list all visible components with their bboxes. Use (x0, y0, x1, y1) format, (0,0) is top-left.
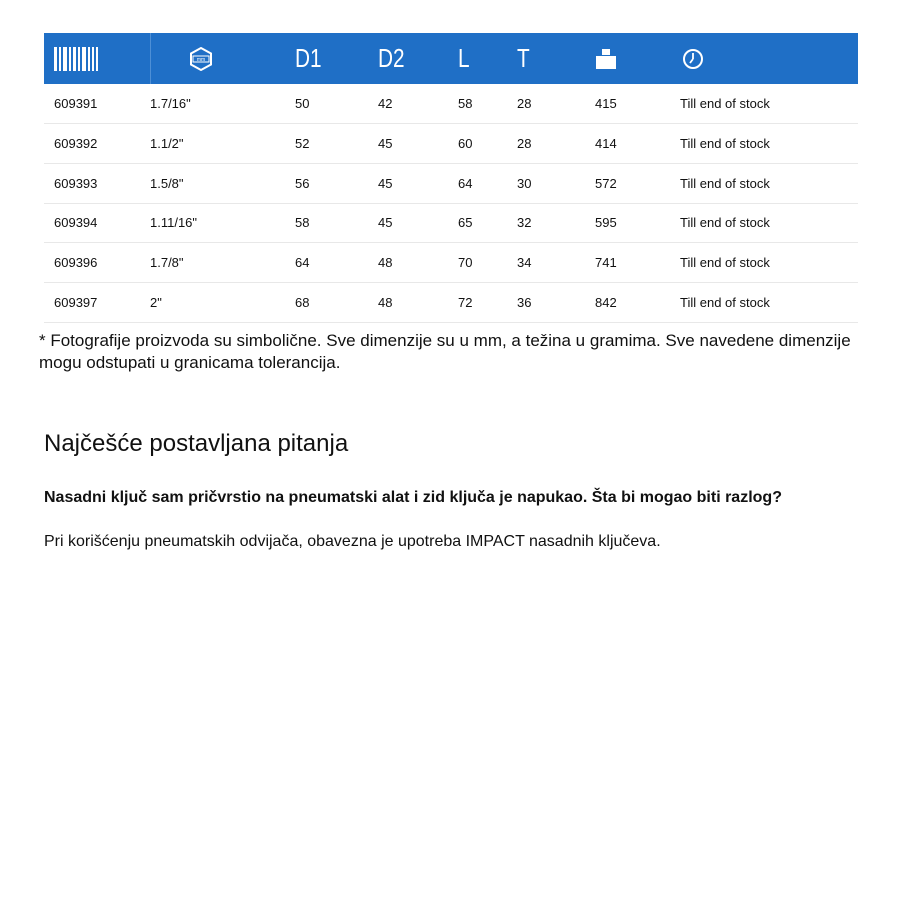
cell-t: 36 (517, 294, 532, 310)
cell-weight: 595 (595, 215, 617, 231)
cell-d1: 50 (295, 96, 310, 112)
table-row (44, 163, 858, 203)
cell-d2: 45 (378, 136, 393, 152)
cell-l: 70 (458, 255, 473, 271)
weight-icon (595, 48, 680, 70)
header-size (150, 33, 295, 84)
header-weight (595, 33, 680, 84)
faq-title: Najčešće postavljana pitanja (44, 430, 349, 457)
header-t (517, 33, 595, 84)
cell-l: 58 (458, 96, 473, 112)
cell-article: 609397 (54, 294, 98, 310)
cell-size: 1.5/8" (150, 175, 184, 191)
cell-size: 1.7/8" (150, 255, 184, 271)
header-l-label: L (458, 43, 470, 73)
cell-l: 72 (458, 294, 473, 310)
header-d2 (378, 33, 458, 84)
cell-availability: Till end of stock (680, 294, 770, 310)
cell-t: 32 (517, 215, 532, 231)
cell-d2: 45 (378, 175, 393, 191)
cell-l: 65 (458, 215, 473, 231)
header-d2-label: D2 (378, 43, 405, 73)
table-row (44, 124, 858, 164)
table-row (44, 282, 858, 322)
cell-article: 609394 (54, 215, 98, 231)
header-d1 (295, 33, 378, 84)
cell-weight: 842 (595, 294, 617, 310)
cell-weight: 741 (595, 255, 617, 271)
header-article-number (44, 33, 150, 84)
cell-t: 28 (517, 96, 532, 112)
cell-size: 2" (150, 294, 162, 310)
cell-weight: 415 (595, 96, 617, 112)
disclaimer-note: * Fotografije proizvoda su simbolične. Sve dimenzije su u mm, a težina u gramima. Sve navedene dimenzije mogu odstupati u granicama tolerancija. (39, 331, 851, 372)
cell-d2: 48 (378, 255, 393, 271)
svg-text:mm: mm (196, 56, 205, 63)
product-table (44, 33, 858, 323)
cell-d2: 42 (378, 96, 393, 112)
faq-question: Nasadni ključ sam pričvrstio na pneumatski alat i zid ključa je napukao. Šta bi mogao biti razlog? (44, 489, 782, 506)
cell-l: 60 (458, 136, 473, 152)
table-header-row (44, 33, 858, 84)
cell-availability: Till end of stock (680, 255, 770, 271)
cell-size: 1.1/2" (150, 136, 184, 152)
header-t-label: T (517, 43, 530, 73)
cell-availability: Till end of stock (680, 175, 770, 191)
cell-weight: 572 (595, 175, 617, 191)
table-row (44, 84, 858, 124)
cell-d1: 52 (295, 136, 310, 152)
cell-d1: 68 (295, 294, 310, 310)
cell-t: 28 (517, 136, 532, 152)
hex-nut-mm-icon (189, 47, 296, 71)
cell-d2: 48 (378, 294, 393, 310)
header-d1-label: D1 (295, 43, 322, 73)
cell-article: 609393 (54, 175, 98, 191)
cell-d2: 45 (378, 215, 393, 231)
cell-availability: Till end of stock (680, 215, 770, 231)
clock-icon (682, 48, 858, 70)
cell-l: 64 (458, 175, 473, 191)
cell-size: 1.11/16" (150, 215, 198, 231)
cell-availability: Till end of stock (680, 136, 770, 152)
cell-article: 609391 (54, 96, 98, 112)
cell-article: 609392 (54, 136, 98, 152)
cell-d1: 58 (295, 215, 310, 231)
barcode-icon (54, 47, 150, 71)
cell-d1: 56 (295, 175, 310, 191)
cell-t: 30 (517, 175, 532, 191)
cell-article: 609396 (54, 255, 98, 271)
cell-t: 34 (517, 255, 532, 271)
header-l (458, 33, 517, 84)
cell-d1: 64 (295, 255, 310, 271)
faq-answer: Pri korišćenju pneumatskih odvijača, obavezna je upotreba IMPACT nasadnih ključeva. (44, 533, 661, 550)
cell-weight: 414 (595, 136, 617, 152)
product-table-container (44, 33, 858, 323)
table-row (44, 243, 858, 283)
header-availability (680, 33, 858, 84)
table-row (44, 203, 858, 243)
cell-availability: Till end of stock (680, 96, 770, 112)
cell-size: 1.7/16" (150, 96, 191, 112)
